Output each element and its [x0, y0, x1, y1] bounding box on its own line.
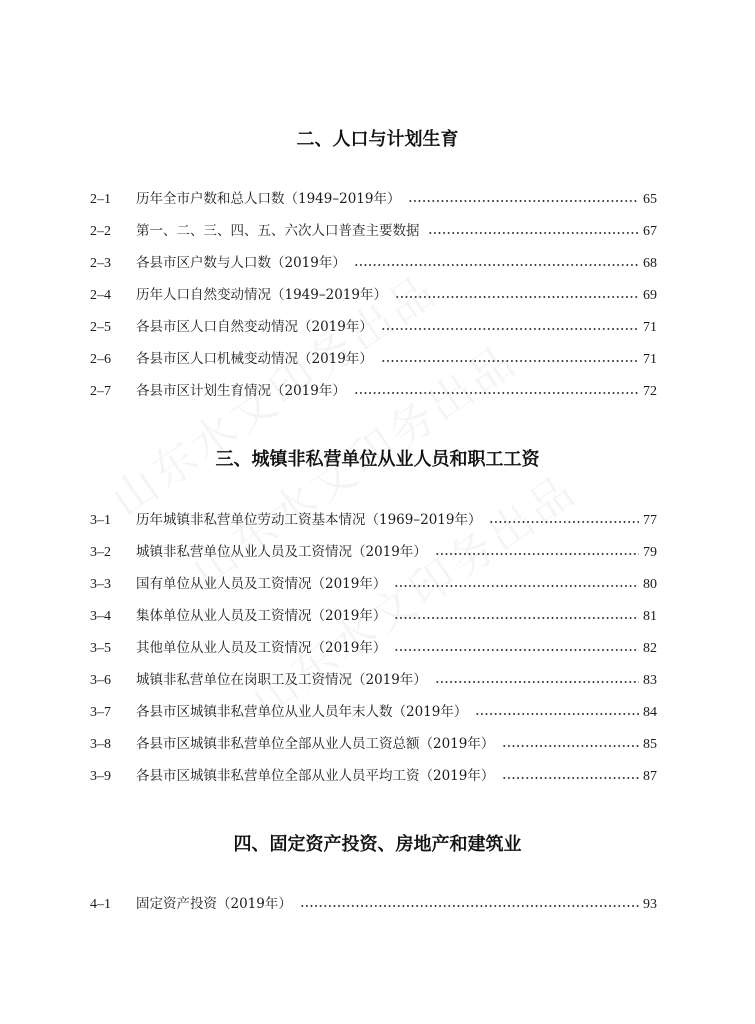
- entry-title: 各县市区城镇非私营单位全部从业人员工资总额（2019年）: [136, 736, 495, 752]
- entry-number: 2–1: [90, 192, 111, 207]
- entry-page: 82: [643, 641, 657, 656]
- entry-page: 81: [643, 609, 657, 624]
- entry-number: 2–6: [90, 352, 111, 367]
- toc-entry[interactable]: [90, 764, 657, 786]
- toc-entry[interactable]: [90, 732, 657, 754]
- toc-entry[interactable]: [90, 219, 657, 241]
- entry-title: 城镇非私营单位在岗职工及工资情况（2019年）: [136, 672, 427, 688]
- section-heading-wages: 三、城镇非私营单位从业人员和职工工资: [215, 449, 540, 470]
- entry-number: 3–4: [90, 609, 111, 624]
- entry-number: 3–6: [90, 673, 111, 688]
- toc-entry[interactable]: [90, 572, 657, 594]
- entry-title: 各县市区人口自然变动情况（2019年）: [136, 319, 373, 335]
- dot-leader: [489, 521, 639, 523]
- entry-page: 84: [643, 705, 657, 720]
- section-heading-investment: 四、固定资产投资、房地产和建筑业: [233, 834, 522, 855]
- entry-number: 4–1: [90, 897, 111, 912]
- entry-page: 65: [643, 192, 657, 207]
- toc-entry[interactable]: [90, 187, 657, 209]
- entry-page: 71: [643, 320, 657, 335]
- toc-entry[interactable]: [90, 283, 657, 305]
- entry-title: 各县市区户数与人口数（2019年）: [136, 255, 346, 271]
- entry-title: 历年人口自然变动情况（1949–2019年）: [136, 287, 387, 303]
- entry-number: 2–3: [90, 256, 111, 271]
- toc-entry[interactable]: [90, 604, 657, 626]
- entry-page: 79: [643, 545, 657, 560]
- entry-number: 2–4: [90, 288, 111, 303]
- toc-entry[interactable]: [90, 508, 657, 530]
- entry-number: 3–7: [90, 705, 111, 720]
- toc-entry[interactable]: [90, 347, 657, 369]
- entry-number: 3–9: [90, 769, 111, 784]
- entry-title: 城镇非私营单位从业人员及工资情况（2019年）: [136, 544, 427, 560]
- entry-page: 93: [643, 897, 657, 912]
- entry-page: 69: [643, 288, 657, 303]
- toc-entry[interactable]: [90, 892, 657, 914]
- toc-entry[interactable]: [90, 251, 657, 273]
- entry-number: 3–3: [90, 577, 111, 592]
- entry-page: 68: [643, 256, 657, 271]
- entry-title: 历年全市户数和总人口数（1949–2019年）: [136, 191, 401, 207]
- toc-entry[interactable]: [90, 668, 657, 690]
- entry-title: 各县市区城镇非私营单位从业人员年末人数（2019年）: [136, 704, 468, 720]
- entry-page: 71: [643, 352, 657, 367]
- toc-entry[interactable]: [90, 379, 657, 401]
- dot-leader: [394, 617, 639, 619]
- entry-number: 3–5: [90, 641, 111, 656]
- dot-leader: [408, 200, 639, 202]
- dot-leader: [381, 328, 639, 330]
- dot-leader: [475, 713, 639, 715]
- entry-title: 固定资产投资（2019年）: [136, 896, 292, 912]
- entry-title: 历年城镇非私营单位劳动工资基本情况（1969–2019年）: [136, 512, 482, 528]
- entry-number: 2–5: [90, 320, 111, 335]
- toc-entry[interactable]: [90, 540, 657, 562]
- entry-number: 2–2: [90, 224, 111, 239]
- dot-leader: [354, 392, 639, 394]
- dot-leader: [395, 296, 639, 298]
- entry-number: 3–8: [90, 737, 111, 752]
- entry-title: 其他单位从业人员及工资情况（2019年）: [136, 640, 387, 656]
- entry-title: 各县市区城镇非私营单位全部从业人员平均工资（2019年）: [136, 768, 495, 784]
- dot-leader: [502, 745, 639, 747]
- entry-title: 集体单位从业人员及工资情况（2019年）: [136, 608, 387, 624]
- entry-number: 3–2: [90, 545, 111, 560]
- dot-leader: [354, 264, 639, 266]
- dot-leader: [435, 681, 639, 683]
- entry-title: 国有单位从业人员及工资情况（2019年）: [136, 576, 387, 592]
- entry-title: 第一、二、三、四、五、六次人口普查主要数据: [136, 223, 420, 239]
- entry-page: 87: [643, 769, 657, 784]
- dot-leader: [381, 360, 639, 362]
- entry-page: 67: [643, 224, 657, 239]
- dot-leader: [502, 777, 639, 779]
- section-heading-population: 二、人口与计划生育: [296, 129, 459, 150]
- entry-page: 77: [643, 513, 657, 528]
- toc-entry[interactable]: [90, 315, 657, 337]
- dot-leader: [435, 553, 639, 555]
- entry-title: 各县市区人口机械变动情况（2019年）: [136, 351, 373, 367]
- entry-number: 3–1: [90, 513, 111, 528]
- dot-leader: [428, 232, 640, 234]
- entry-page: 72: [643, 384, 657, 399]
- dot-leader: [394, 585, 639, 587]
- entry-page: 85: [643, 737, 657, 752]
- entry-number: 2–7: [90, 384, 111, 399]
- dot-leader: [300, 905, 639, 907]
- toc-entry[interactable]: [90, 700, 657, 722]
- entry-page: 83: [643, 673, 657, 688]
- entry-title: 各县市区计划生育情况（2019年）: [136, 383, 346, 399]
- toc-entry[interactable]: [90, 636, 657, 658]
- dot-leader: [394, 649, 639, 651]
- entry-page: 80: [643, 577, 657, 592]
